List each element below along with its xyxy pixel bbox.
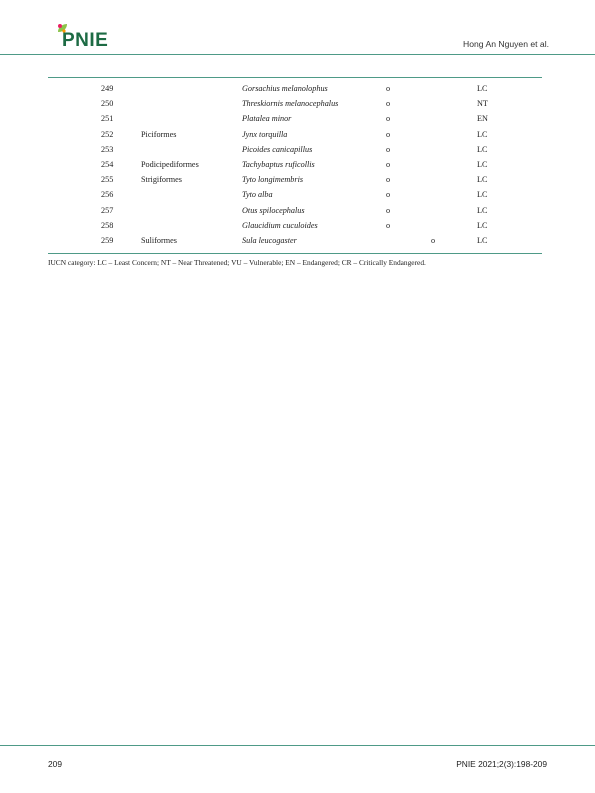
row-number: 259: [101, 235, 114, 245]
row-number: 255: [101, 175, 114, 185]
iucn-status: LC: [477, 129, 488, 139]
order-name: Suliformes: [141, 235, 177, 245]
species-name: Platalea minor: [242, 114, 292, 124]
row-number: 253: [101, 144, 114, 154]
table-row: [48, 204, 542, 219]
table-row: [48, 188, 542, 203]
species-table: [48, 82, 542, 249]
iucn-status: LC: [477, 159, 488, 169]
row-number: 256: [101, 190, 114, 200]
iucn-status: LC: [477, 220, 488, 230]
iucn-status: LC: [477, 205, 488, 215]
record-mark-1: o: [386, 190, 391, 200]
table-row: [48, 158, 542, 173]
record-mark-1: o: [386, 84, 391, 93]
table-row: [48, 97, 542, 112]
row-number: 258: [101, 220, 114, 230]
row-number: 249: [101, 84, 114, 93]
table-row: [48, 128, 542, 143]
iucn-status: LC: [477, 235, 488, 245]
row-number: 250: [101, 99, 114, 109]
table-row: [48, 234, 542, 249]
iucn-status: NT: [477, 99, 488, 109]
record-mark-1: o: [386, 144, 391, 154]
header-divider: [0, 54, 595, 55]
record-mark-1: o: [386, 129, 391, 139]
table-top-rule: [48, 77, 542, 78]
order-name: Piciformes: [141, 129, 177, 139]
species-name: Jynx torquilla: [242, 129, 288, 139]
species-name: Gorsachius melanolophus: [242, 84, 328, 93]
iucn-status: LC: [477, 175, 488, 185]
table-bottom-rule: [48, 253, 542, 254]
iucn-status: EN: [477, 114, 488, 124]
table-row: [48, 173, 542, 188]
table-row: [48, 143, 542, 158]
row-number: 257: [101, 205, 114, 215]
species-name: Sula leucogaster: [242, 235, 297, 245]
running-header-author: Hong An Nguyen et al.: [463, 39, 549, 49]
iucn-status: LC: [477, 190, 488, 200]
iucn-status: LC: [477, 84, 488, 93]
record-mark-1: o: [386, 175, 391, 185]
record-mark-1: o: [386, 159, 391, 169]
table-footnote: IUCN category: LC – Least Concern; NT – Near Threatened; VU – Vulnerable; EN – Endangered; CR – Critically Endangered.: [48, 258, 426, 267]
species-name: Tyto alba: [242, 190, 273, 200]
order-name: Strigiformes: [141, 175, 182, 185]
journal-citation: PNIE 2021;2(3):198-209: [456, 759, 547, 769]
record-mark-2: o: [431, 235, 436, 245]
species-name: Threskiornis melanocephalus: [242, 99, 339, 109]
pnie-logo: [56, 22, 126, 54]
species-name: Glaucidium cuculoides: [242, 220, 318, 230]
species-name: Otus spilocephalus: [242, 205, 305, 215]
iucn-status: LC: [477, 144, 488, 154]
table-row: [48, 82, 542, 97]
page-header: [0, 0, 595, 56]
species-name: Tachybaptus ruficollis: [242, 159, 315, 169]
row-number: 252: [101, 129, 114, 139]
record-mark-1: o: [386, 99, 391, 109]
logo-wordmark: PNIE: [62, 30, 109, 51]
row-number: 254: [101, 159, 114, 169]
table-row: [48, 219, 542, 234]
order-name: Podicipediformes: [141, 159, 199, 169]
record-mark-1: o: [386, 220, 391, 230]
row-number: 251: [101, 114, 114, 124]
footer-divider: [0, 745, 595, 746]
species-name: Picoides canicapillus: [242, 144, 313, 154]
table-row: [48, 112, 542, 127]
species-name: Tyto longimembris: [242, 175, 304, 185]
record-mark-1: o: [386, 205, 391, 215]
record-mark-1: o: [386, 114, 391, 124]
page-number: 209: [48, 759, 62, 769]
